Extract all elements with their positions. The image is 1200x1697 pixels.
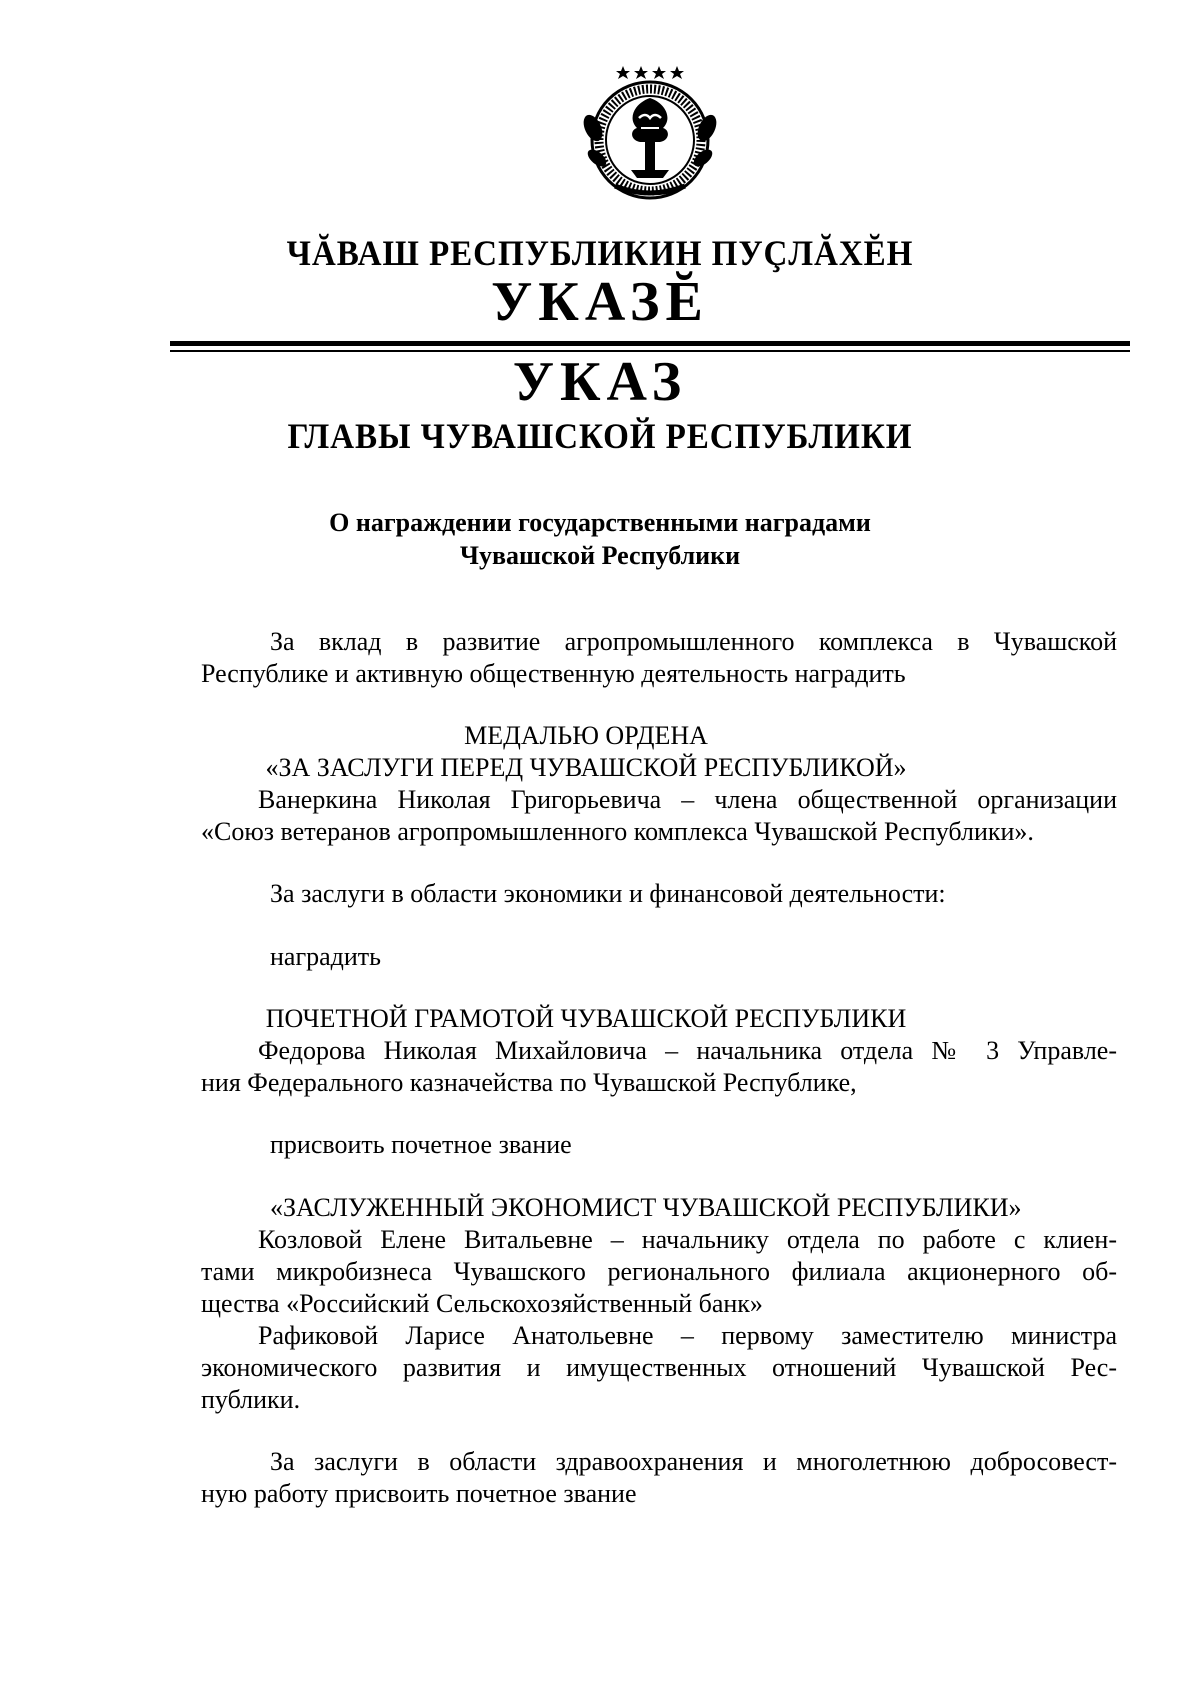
document-title-line-1: О награждении государственными наградами (329, 508, 871, 537)
paragraph-1-line-1: За вклад в развитие агропромышленного комплекса в Чувашской (270, 627, 1117, 656)
document-title-line-2: Чувашской Республики (459, 541, 741, 570)
paragraph-3: наградить (270, 942, 382, 971)
header-russian-title: ГЛАВЫ ЧУВАШСКОЙ РЕСПУБЛИКИ (287, 416, 913, 456)
recipient-1-line-2: «Союз ветеранов агропромышленного комплекса Чувашской Республики». (201, 817, 1034, 846)
award-3: «ЗАСЛУЖЕННЫЙ ЭКОНОМИСТ ЧУВАШСКОЙ РЕСПУБЛИКИ» (270, 1193, 1022, 1222)
recipient-3-line-1: Козловой Елене Витальевне – начальнику отдела по работе с клиен- (258, 1225, 1117, 1254)
paragraph-4: присвоить почетное звание (270, 1130, 572, 1159)
header-chuvash-title: ЧĂВАШ РЕСПУБЛИКИН ПУÇЛĂХĔН (286, 233, 914, 273)
award-1-line-1: МЕДАЛЬЮ ОРДЕНА (464, 721, 708, 750)
award-1-line-2: «ЗА ЗАСЛУГИ ПЕРЕД ЧУВАШСКОЙ РЕСПУБЛИКОЙ» (265, 753, 907, 782)
paragraph-2: За заслуги в области экономики и финансовой деятельности: (270, 879, 946, 908)
recipient-3-line-3: щества «Российский Сельскохозяйственный банк» (201, 1289, 763, 1318)
award-2: ПОЧЕТНОЙ ГРАМОТОЙ ЧУВАШСКОЙ РЕСПУБЛИКИ (265, 1004, 907, 1033)
header-russian-ukaz: УКАЗ (512, 351, 688, 413)
recipient-2-line-1: Федорова Николая Михайловича – начальника отдела № 3 Управле- (258, 1036, 1117, 1065)
recipient-2-line-2: ния Федерального казначейства по Чувашской Республике, (201, 1068, 857, 1097)
paragraph-5-line-2: ную работу присвоить почетное звание (201, 1479, 637, 1508)
recipient-4-line-3: публики. (201, 1385, 301, 1414)
paragraph-1-line-2: Республике и активную общественную деятельность наградить (201, 659, 906, 688)
header-divider-thick (170, 341, 1130, 346)
recipient-4-line-1: Рафиковой Ларисе Анатольевне – первому заместителю министра (258, 1321, 1117, 1350)
header-chuvash-ukaz: УКАЗĔ (491, 271, 709, 333)
recipient-3-line-2: тами микробизнеса Чувашского регионального филиала акционерного об- (201, 1257, 1117, 1286)
recipient-1-line-1: Ванеркина Николая Григорьевича – члена общественной организации (258, 785, 1117, 814)
paragraph-5-line-1: За заслуги в области здравоохранения и многолетнюю добросовест- (270, 1447, 1117, 1476)
recipient-4-line-2: экономического развития и имущественных отношений Чувашской Рес- (201, 1353, 1117, 1382)
coat-of-arms-icon (575, 58, 725, 208)
